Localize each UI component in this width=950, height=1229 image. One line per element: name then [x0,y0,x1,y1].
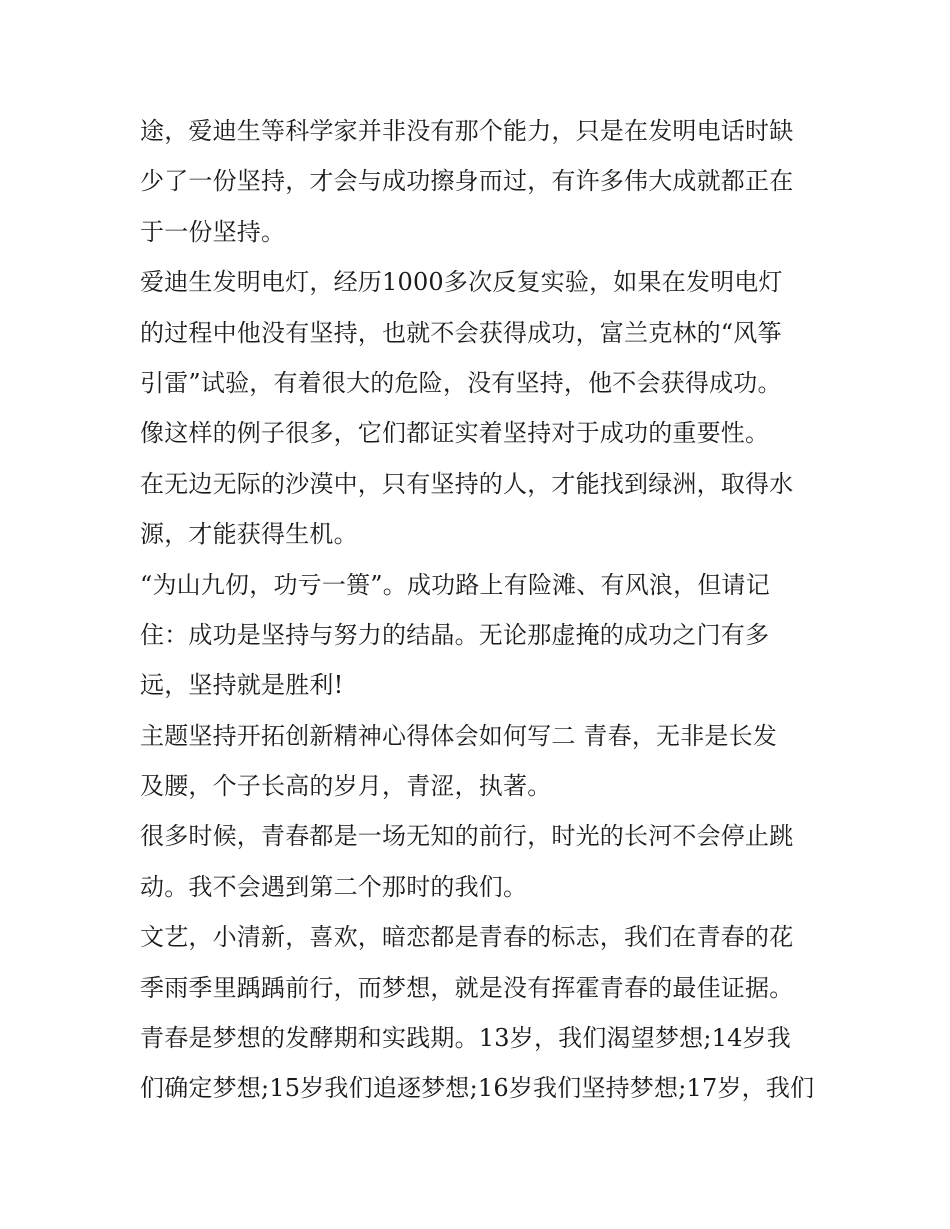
text-line: 的过程中他没有坚持，也就不会获得成功，富兰克林的“风筝 [140,318,782,347]
text-line: 引雷”试验，有着很大的危险，没有坚持，他不会获得成功。 [140,368,782,397]
text-line: 及腰，个子长高的岁月，青涩，执著。 [140,772,552,801]
text-line: 主题坚持开拓创新精神心得体会如何写二 青春，无非是长发 [140,721,778,750]
text-line: 于一份坚持。 [140,217,286,246]
text-line: 动。我不会遇到第二个那时的我们。 [140,872,528,901]
text-line: “为山九仞，功亏一篑”。成功路上有险滩、有风浪，但请记 [140,570,770,599]
text-line: 源，才能获得生机。 [140,520,358,549]
text-line: 远，坚持就是胜利! [140,671,344,700]
text-line: 们确定梦想;15岁我们追逐梦想;16岁我们坚持梦想;17岁，我们 [140,1074,815,1103]
text-line: 像这样的例子很多，它们都证实着坚持对于成功的重要性。 [140,419,770,448]
text-line: 很多时候，青春都是一场无知的前行，时光的长河不会停止跳 [140,822,794,851]
text-line: 爱迪生发明电灯，经历1000多次反复实验，如果在发明电灯 [140,268,783,297]
text-line: 少了一份坚持，才会与成功擦身而过，有许多伟大成就都正在 [140,167,794,196]
document-body [140,106,820,1114]
text-line: 在无边无际的沙漠中，只有坚持的人，才能找到绿洲，取得水 [140,469,794,498]
text-line: 季雨季里踽踽前行，而梦想，就是没有挥霍青春的最佳证据。 [140,973,794,1002]
text-line: 青春是梦想的发酵期和实践期。13岁，我们渴望梦想;14岁我 [140,1024,791,1053]
text-line: 住：成功是坚持与努力的结晶。无论那虚掩的成功之门有多 [140,620,770,649]
text-line: 文艺，小清新，喜欢，暗恋都是青春的标志，我们在青春的花 [140,923,794,952]
text-line: 途，爱迪生等科学家并非没有那个能力，只是在发明电话时缺 [140,117,794,145]
